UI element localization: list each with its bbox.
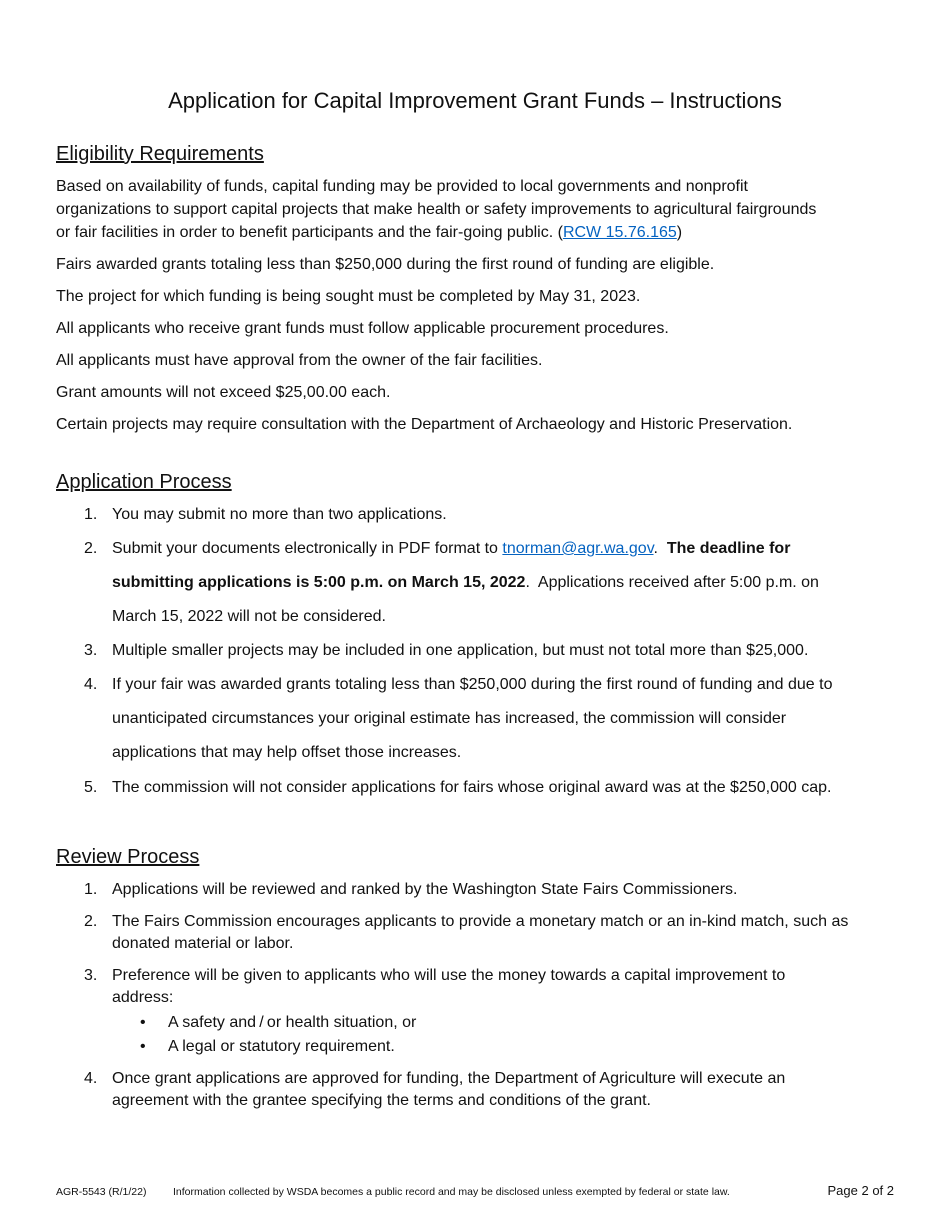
list-text xyxy=(112,668,894,770)
list-number: 1. xyxy=(84,881,98,898)
item-text: March 15, 2022 will not be considered. xyxy=(112,608,386,625)
item-text: Once grant applications are approved for funding, the Department of Agriculture will execute an xyxy=(112,1070,786,1087)
review-heading: Review Process xyxy=(56,846,200,868)
eligibility-intro-close: ) xyxy=(676,224,683,241)
item-text: agreement with the grantee specifying the terms and conditions of the grant. xyxy=(112,1092,651,1109)
eligibility-intro-line-2: organizations to support capital projects that make health or safety improvements to agricultural fairgrounds xyxy=(56,201,817,218)
list-text xyxy=(112,965,894,1009)
eligibility-item: All applicants who receive grant funds must follow applicable procurement procedures. xyxy=(56,320,669,337)
list-number: 5. xyxy=(84,779,98,796)
eligibility-item: Grant amounts will not exceed $25,00.00 each. xyxy=(56,384,391,401)
bullet-icon: • xyxy=(140,1038,146,1055)
rcw-link[interactable]: RCW 15.76.165 xyxy=(562,224,677,241)
item-text: If your fair was awarded grants totaling less than $250,000 during the first round of funding and due to xyxy=(112,676,833,693)
list-number: 1. xyxy=(84,506,98,523)
list-number: 3. xyxy=(84,967,98,984)
eligibility-item: Fairs awarded grants totaling less than $250,000 during the first round of funding are eligible. xyxy=(56,256,715,273)
list-text xyxy=(112,1068,894,1112)
list-text: Applications will be reviewed and ranked by the Washington State Fairs Commissioners. xyxy=(112,881,738,898)
eligibility-item: Certain projects may require consultation with the Department of Archaeology and Historic Preservation. xyxy=(56,416,793,433)
eligibility-intro-line-3 xyxy=(56,221,682,244)
bullet-text: A legal or statutory requirement. xyxy=(168,1038,395,1055)
list-number: 3. xyxy=(84,642,98,659)
item-text: unanticipated circumstances your original estimate has increased, the commission will consider xyxy=(112,710,787,727)
item-text: . xyxy=(653,540,667,557)
email-link[interactable]: tnorman@agr.wa.gov xyxy=(502,540,654,557)
eligibility-item: All applicants must have approval from the owner of the fair facilities. xyxy=(56,352,543,369)
item-text: Submit your documents electronically in PDF format to xyxy=(112,540,503,557)
item-text: The Fairs Commission encourages applicants to provide a monetary match or an in-kind match, such as xyxy=(112,913,849,930)
list-text xyxy=(112,532,894,634)
footer-notice: Information collected by WSDA becomes a public record and may be disclosed unless exempted by federal or state law. xyxy=(173,1186,730,1198)
eligibility-item: The project for which funding is being sought must be completed by May 31, 2023. xyxy=(56,288,641,305)
eligibility-heading: Eligibility Requirements xyxy=(56,143,264,165)
list-number: 4. xyxy=(84,676,98,693)
list-text xyxy=(112,911,894,955)
deadline-text: submitting applications is 5:00 p.m. on March 15, 2022 xyxy=(112,574,526,591)
page-number: Page 2 of 2 xyxy=(827,1183,894,1198)
bullet-icon: • xyxy=(140,1014,146,1031)
list-text: Multiple smaller projects may be included in one application, but must not total more than $25,000. xyxy=(112,642,809,659)
item-text: address: xyxy=(112,989,174,1006)
list-number: 2. xyxy=(84,913,98,930)
deadline-text: The deadline for xyxy=(666,540,791,557)
list-number: 4. xyxy=(84,1070,98,1087)
bullet-text: A safety and / or health situation, or xyxy=(168,1014,417,1031)
list-text: The commission will not consider applications for fairs whose original award was at the $250,000 cap. xyxy=(112,779,832,796)
page-title: Application for Capital Improvement Grant Funds – Instructions xyxy=(168,88,782,113)
eligibility-intro-line-1: Based on availability of funds, capital funding may be provided to local governments and nonprofit xyxy=(56,178,748,195)
item-text: donated material or labor. xyxy=(112,935,294,952)
form-id: AGR-5543 (R/1/22) xyxy=(56,1186,147,1198)
item-text: applications that may help offset those increases. xyxy=(112,744,462,761)
list-number: 2. xyxy=(84,540,98,557)
application-heading: Application Process xyxy=(56,471,232,493)
item-text: Preference will be given to applicants who will use the money towards a capital improvement to xyxy=(112,967,786,984)
list-text: You may submit no more than two applications. xyxy=(112,506,447,523)
eligibility-intro-text: or fair facilities in order to benefit participants and the fair-going public. ( xyxy=(56,224,563,241)
item-text: . Applications received after 5:00 p.m. on xyxy=(525,574,819,591)
